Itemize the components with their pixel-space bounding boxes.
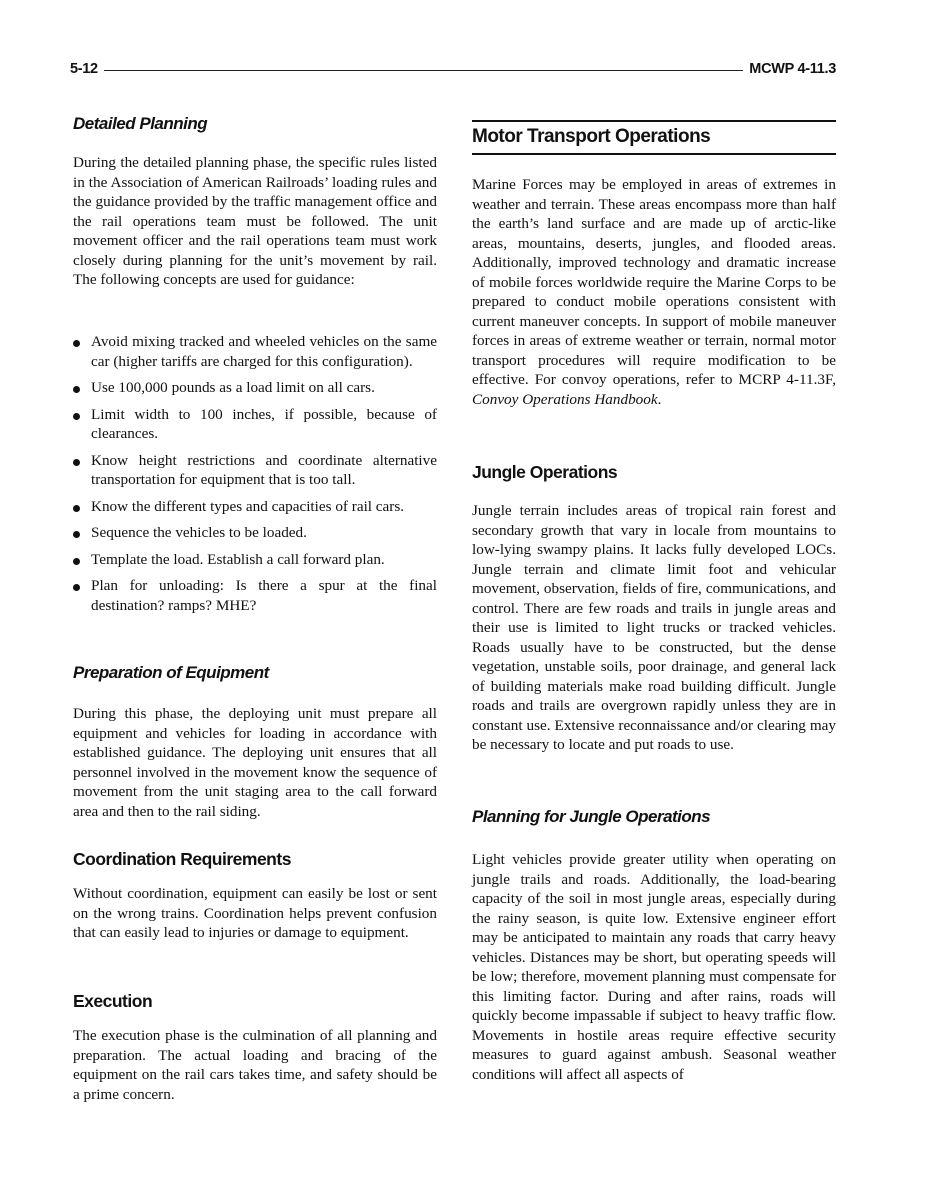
bullet-icon bbox=[73, 584, 80, 591]
bullet-icon bbox=[73, 386, 80, 393]
bullet-icon bbox=[73, 505, 80, 512]
bullet-item: Avoid mixing tracked and wheeled vehicles on the same car (higher tariffs are charged for this configuration). bbox=[73, 332, 437, 371]
bullet-item: Know height restrictions and coordinate alternative transportation for equipment that is too tall. bbox=[73, 451, 437, 490]
bullet-icon bbox=[73, 459, 80, 466]
paragraph-motor-transport-operations: Marine Forces may be employed in areas of extremes in weather and terrain. These areas encompass more than half the earth’s land surface and are made up of arctic-like areas, mountains, deserts, jungles, and flooded areas. Additionally, improved technology and dramatic increase of mobile forces worldwide require the Marine Corps to be prepared to conduct mobile operations consistent with current maneuver concepts. In support of mobile maneuver forces in areas of extreme weather or terrain, normal motor transport procedures will require modification to be effective. For convoy operations, refer to MCRP 4-11.3F, Convoy Operations Handbook. bbox=[472, 176, 836, 408]
document-id: MCWP 4-11.3 bbox=[749, 61, 836, 77]
bullet-item: Use 100,000 pounds as a load limit on all cars. bbox=[73, 378, 437, 398]
heading-execution: Execution bbox=[73, 991, 153, 1011]
heading-preparation-of-equipment: Preparation of Equipment bbox=[73, 663, 269, 682]
bullet-item: Template the load. Establish a call forward plan. bbox=[73, 550, 437, 570]
bullet-icon bbox=[73, 413, 80, 420]
bullet-item: Know the different types and capacities of rail cars. bbox=[73, 497, 437, 517]
reference-title: Convoy Operations Handbook bbox=[472, 390, 658, 408]
bullet-icon bbox=[73, 558, 80, 565]
heading-planning-for-jungle-operations: Planning for Jungle Operations bbox=[472, 807, 711, 826]
paragraph-detailed-planning: During the detailed planning phase, the specific rules listed in the Association of American Railroads’ loading rules and the guidance provided by the traffic management office and the rail operations team must be followed. The unit movement officer and the rail operations team must work closely during planning for the unit’s movement by rail. The following concepts are used for guidance: bbox=[73, 154, 437, 288]
heading-detailed-planning: Detailed Planning bbox=[73, 114, 208, 133]
running-header bbox=[70, 58, 836, 80]
paragraph-coordination-requirements: Without coordination, equipment can easily be lost or sent on the wrong trains. Coordination helps prevent confusion that can easily lead to injuries or damage to equipment. bbox=[73, 885, 437, 941]
heading-coordination-requirements: Coordination Requirements bbox=[73, 849, 291, 869]
section-rule-top bbox=[472, 120, 836, 122]
guidance-bullet-list bbox=[73, 332, 437, 622]
heading-motor-transport-operations: Motor Transport Operations bbox=[472, 126, 711, 147]
heading-jungle-operations: Jungle Operations bbox=[472, 462, 618, 482]
bullet-icon bbox=[73, 340, 80, 347]
paragraph-execution: The execution phase is the culmination of all planning and preparation. The actual loading and bracing of the equipment on the rail cars takes time, and safety should be a prime concern. bbox=[73, 1027, 437, 1103]
bullet-item: Limit width to 100 inches, if possible, because of clearances. bbox=[73, 405, 437, 444]
bullet-icon bbox=[73, 531, 80, 538]
bullet-item: Sequence the vehicles to be loaded. bbox=[73, 523, 437, 543]
page-number: 5-12 bbox=[70, 61, 98, 77]
bullet-item: Plan for unloading: Is there a spur at the final destination? ramps? MHE? bbox=[73, 576, 437, 615]
header-rule bbox=[104, 70, 743, 71]
paragraph-preparation-of-equipment: During this phase, the deploying unit must prepare all equipment and vehicles for loading in accordance with established guidance. The deploying unit ensures that all personnel involved in the movement know the sequence of movement from the unit staging area to the call forward area and then to the rail siding. bbox=[73, 705, 437, 820]
section-rule-bottom bbox=[472, 153, 836, 155]
paragraph-planning-for-jungle-operations: Light vehicles provide greater utility when operating on jungle trails and roads. Additionally, the load-bearing capacity of the soil in most jungle areas, especially during the rainy season, is quite low. Extensive engineer effort may be anticipated to maintain any roads that carry heavy vehicles. Distances may be short, but operating speeds will be low; therefore, movement planning must compensate for this limiting factor. During and after rains, roads will quickly become impassable if subject to heavy traffic flow. Movements in hostile areas require effective security measures to guard against ambush. Seasonal weather conditions will affect all aspects of bbox=[472, 851, 836, 1083]
paragraph-jungle-operations: Jungle terrain includes areas of tropical rain forest and secondary growth that vary in locale from mountains to low-lying swampy plains. It lacks fully developed LOCs. Jungle terrain and climate limit foot and vehicular movement, observation, fields of fire, communications, and control. There are few roads and trails in jungle areas and their use is limited to light trucks or tracked vehicles. Roads usually have to be constructed, but the dense vegetation, unstable soils, poor drainage, and general lack of building materials make road building difficult. Jungle roads and trails are overgrown rapidly unless they are in constant use. Extensive reconnaissance and/or clearing may be necessary to locate and put roads to use. bbox=[472, 502, 836, 753]
